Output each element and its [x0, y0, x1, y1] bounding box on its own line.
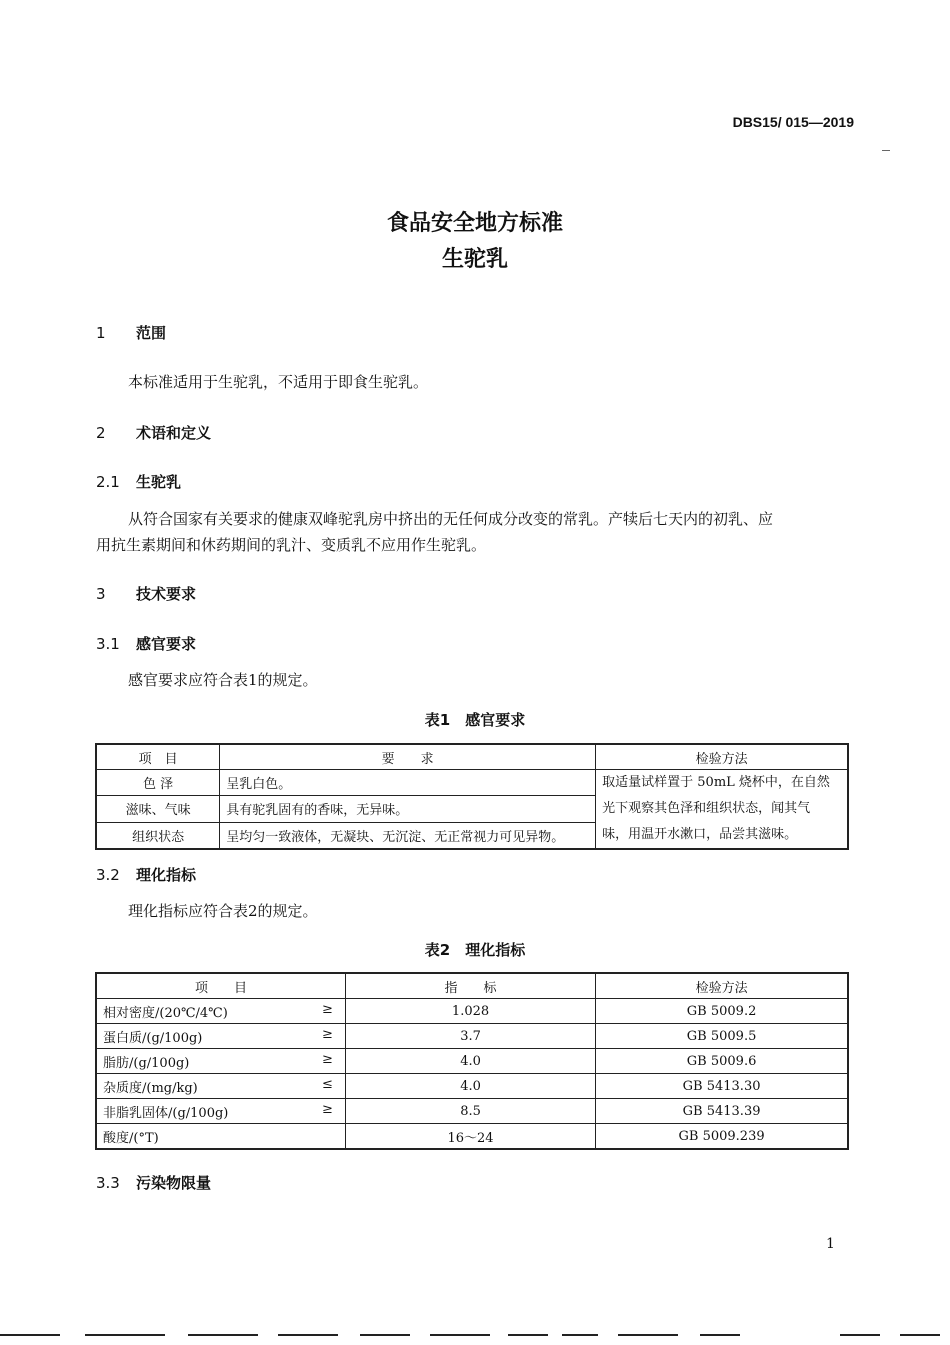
item-label: 蛋白质/(g/100g)	[103, 1030, 203, 1046]
section-2-1-heading	[96, 471, 181, 492]
method-line: 味，用温开水漱口，品尝其滋味。	[602, 827, 798, 842]
scan-edge-line	[430, 1334, 490, 1336]
section-3-2-heading	[96, 864, 196, 885]
column-header: 项 目	[96, 973, 345, 999]
standard-code: DBS15/ 015—2019	[732, 114, 854, 130]
table-row	[96, 1024, 848, 1049]
section-number: 3	[96, 585, 106, 603]
scan-edge-line	[508, 1334, 548, 1336]
scan-edge-line	[85, 1334, 165, 1336]
scan-edge-line	[0, 1334, 60, 1336]
scan-edge-line	[562, 1334, 598, 1336]
physicochemical-table	[95, 972, 849, 1150]
table-header-row	[96, 973, 848, 999]
method-line: 取适量试样置于 50mL 烧杯中，在自然	[602, 775, 830, 790]
method-cell: GB 5009.2	[596, 999, 848, 1024]
table2-caption: 表2 理化指标	[424, 941, 526, 959]
section-title: 感官要求	[136, 635, 197, 653]
method-cell: GB 5009.6	[596, 1049, 848, 1074]
section-number: 3.3	[96, 1174, 120, 1192]
section-2-heading	[96, 422, 211, 443]
item-label: 杂质度/(mg/kg)	[103, 1080, 198, 1096]
column-header: 检验方法	[596, 744, 848, 770]
scan-edge-line	[188, 1334, 258, 1336]
method-cell	[596, 770, 848, 850]
item-label: 非脂乳固体/(g/100g)	[103, 1105, 229, 1121]
table-row	[96, 999, 848, 1024]
comparison-symbol: ≤	[322, 1076, 333, 1092]
item-cell	[96, 1024, 345, 1049]
value-cell: 4.0	[345, 1074, 595, 1099]
method-cell: GB 5413.39	[596, 1099, 848, 1124]
document-title: 食品安全地方标准	[386, 211, 563, 236]
column-header: 检验方法	[596, 973, 848, 999]
scan-edge-line	[900, 1334, 940, 1336]
table-row	[96, 1099, 848, 1124]
section-title: 术语和定义	[136, 424, 212, 442]
section-3-1-heading	[96, 633, 196, 654]
item-label: 脂肪/(g/100g)	[103, 1055, 190, 1071]
method-line: 光下观察其色泽和组织状态，闻其气	[602, 801, 811, 816]
table-row	[96, 1124, 848, 1150]
item-label: 相对密度/(20℃/4℃)	[103, 1005, 228, 1021]
section-3-heading	[96, 583, 196, 604]
table-row	[96, 1074, 848, 1099]
table-header-row	[96, 744, 848, 770]
method-cell: GB 5009.5	[596, 1024, 848, 1049]
section-title: 理化指标	[136, 866, 197, 884]
value-cell: 8.5	[345, 1099, 595, 1124]
document-subtitle: 生驼乳	[441, 247, 508, 272]
section-2-1-body-line1: 从符合国家有关要求的健康双峰驼乳房中挤出的无任何成分改变的常乳。产犊后七天内的初乳、应	[128, 510, 774, 528]
scan-edge-line	[618, 1334, 678, 1336]
section-2-1-body-line2: 用抗生素期间和休药期间的乳汁、变质乳不应用作生驼乳。	[96, 536, 487, 554]
page-number: 1	[826, 1236, 835, 1252]
comparison-symbol: ≥	[322, 1001, 333, 1017]
section-1-heading	[96, 322, 166, 343]
item-cell: 色 泽	[96, 770, 220, 796]
section-3-2-body: 理化指标应符合表2的规定。	[128, 902, 318, 920]
value-cell: 1.028	[345, 999, 595, 1024]
sensory-requirements-table	[95, 743, 849, 850]
scan-edge-line	[360, 1334, 410, 1336]
item-cell: 组织状态	[96, 822, 220, 849]
comparison-symbol: ≥	[322, 1101, 333, 1117]
comparison-symbol: ≥	[322, 1051, 333, 1067]
section-3-1-body: 感官要求应符合表1的规定。	[128, 671, 318, 689]
requirement-cell: 具有驼乳固有的香味，无异味。	[220, 796, 596, 822]
column-header: 要 求	[220, 744, 596, 770]
section-number: 2	[96, 424, 106, 442]
value-cell: 16～24	[345, 1124, 595, 1150]
value-cell: 3.7	[345, 1024, 595, 1049]
section-number: 3.1	[96, 635, 120, 653]
scan-edge-line	[278, 1334, 338, 1336]
requirement-cell: 呈乳白色。	[220, 770, 596, 796]
section-title: 范围	[136, 324, 167, 342]
section-number: 2.1	[96, 473, 120, 491]
section-title: 污染物限量	[136, 1174, 212, 1192]
section-3-3-heading	[96, 1172, 211, 1193]
item-cell	[96, 1124, 345, 1150]
table-row	[96, 770, 848, 796]
section-number: 3.2	[96, 866, 120, 884]
section-title: 生驼乳	[136, 473, 182, 491]
method-cell: GB 5413.30	[596, 1074, 848, 1099]
comparison-symbol: ≥	[322, 1026, 333, 1042]
scan-edge-line	[840, 1334, 880, 1336]
requirement-cell: 呈均匀一致液体，无凝块、无沉淀、无正常视力可见异物。	[220, 822, 596, 849]
column-header: 指 标	[345, 973, 595, 999]
value-cell: 4.0	[345, 1049, 595, 1074]
method-cell: GB 5009.239	[596, 1124, 848, 1150]
section-number: 1	[96, 324, 106, 342]
item-cell	[96, 1074, 345, 1099]
scan-edge-line	[700, 1334, 740, 1336]
section-1-body: 本标准适用于生驼乳，不适用于即食生驼乳。	[128, 373, 429, 391]
section-title: 技术要求	[136, 585, 197, 603]
item-cell	[96, 1099, 345, 1124]
item-label: 酸度/(°T)	[103, 1130, 159, 1146]
item-cell	[96, 1049, 345, 1074]
margin-mark	[882, 150, 890, 151]
column-header: 项 目	[96, 744, 220, 770]
table-row	[96, 1049, 848, 1074]
table1-caption: 表1 感官要求	[424, 711, 526, 729]
item-cell: 滋味、气味	[96, 796, 220, 822]
item-cell	[96, 999, 345, 1024]
